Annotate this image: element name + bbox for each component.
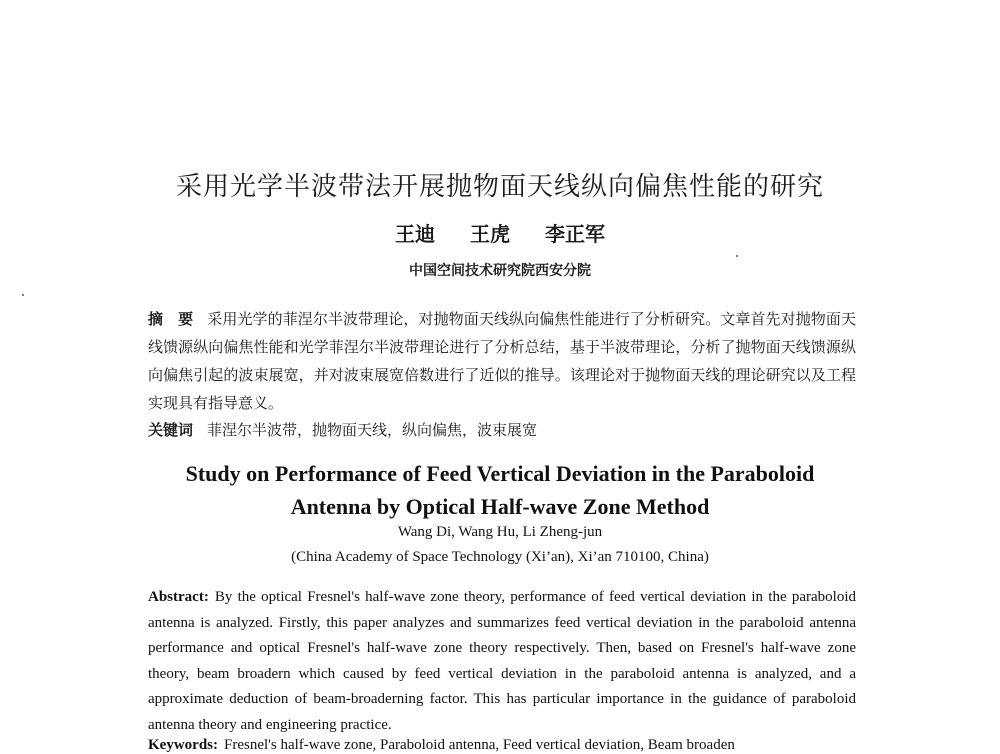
chinese-abstract bbox=[148, 305, 856, 417]
english-abstract-text: By the optical Fresnel's half-wave zone theory, performance of feed vertical deviation in the paraboloid antenna is analyzed. Firstly, this paper analyzes and summarizes feed vertical deviation in the paraboloid antenna performance and optical Fresnel's half-wave zone theory respectively. Then, based on Fresnel's half-wave zone theory, beam broadern which caused by feed vertical deviation in the paraboloid antenna is analyzed, and a approximate deduction of beam-broaderning factor. This has particular importance in the guidance of paraboloid antenna theory and engineering practice. bbox=[148, 589, 856, 733]
author-1: 王迪 bbox=[395, 222, 436, 246]
chinese-affiliation: 中国空间技术研究院西安分院 bbox=[409, 263, 591, 279]
scan-speck bbox=[22, 294, 24, 296]
english-abstract-label: Abstract: bbox=[148, 589, 209, 605]
english-keywords-text: Fresnel's half-wave zone, Paraboloid antenna, Feed vertical deviation, Beam broaden bbox=[224, 737, 735, 753]
chinese-keywords bbox=[148, 417, 856, 443]
english-title bbox=[0, 457, 1000, 523]
chinese-abstract-label: 摘 要 bbox=[148, 310, 194, 328]
english-title-line-1: Study on Performance of Feed Vertical Deviation in the Paraboloid bbox=[185, 461, 815, 486]
english-keywords-label: Keywords: bbox=[148, 737, 218, 753]
english-abstract bbox=[148, 585, 856, 738]
english-affiliation: (China Academy of Space Technology (Xi’an), Xi’an 710100, China) bbox=[291, 549, 709, 565]
scan-speck bbox=[736, 255, 738, 257]
english-authors: Wang Di, Wang Hu, Li Zheng-jun bbox=[397, 524, 603, 540]
english-title-line-2: Antenna by Optical Half-wave Zone Method bbox=[290, 494, 710, 519]
chinese-abstract-text: 采用光学的菲涅尔半波带理论，对抛物面天线纵向偏焦性能进行了分析研究。文章首先对抛物面天线馈源纵向偏焦性能和光学菲涅尔半波带理论进行了分析总结，基于半波带理论，分析了抛物面天线馈源纵向偏焦引起的波束展宽，并对波束展宽倍数进行了近似的推导。该理论对于抛物面天线的理论研究以及工程实现具有指导意义。 bbox=[148, 310, 856, 412]
chinese-title: 采用光学半波带法开展抛物面天线纵向偏焦性能的研究 bbox=[175, 172, 824, 202]
english-keywords bbox=[148, 737, 856, 754]
chinese-keywords-label: 关键词 bbox=[148, 421, 194, 439]
chinese-keywords-text: 菲涅尔半波带，抛物面天线，纵向偏焦，波束展宽 bbox=[207, 421, 538, 439]
author-2: 王虎 bbox=[470, 222, 510, 246]
chinese-authors bbox=[0, 218, 1000, 247]
author-3: 李正军 bbox=[544, 222, 605, 246]
